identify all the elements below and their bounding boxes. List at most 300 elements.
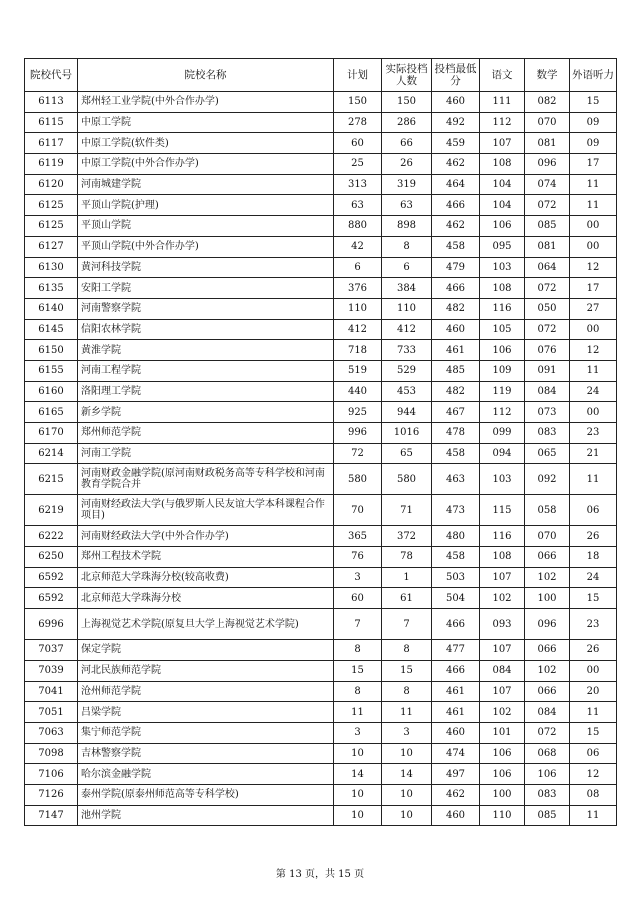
cell-chinese: 116	[480, 298, 525, 319]
cell-chinese: 110	[480, 805, 525, 826]
cell-math: 102	[525, 567, 570, 588]
cell-plan: 60	[334, 133, 382, 154]
cell-min-score: 482	[432, 298, 480, 319]
cell-school-name: 洛阳理工学院	[78, 381, 334, 402]
cell-math: 066	[525, 681, 570, 702]
cell-chinese: 095	[480, 236, 525, 257]
cell-listening: 09	[570, 133, 617, 154]
cell-school-name: 黄河科技学院	[78, 257, 334, 278]
cell-math: 084	[525, 381, 570, 402]
cell-math: 072	[525, 195, 570, 216]
cell-actual-count: 150	[382, 92, 432, 113]
cell-math: 085	[525, 216, 570, 237]
table-row	[25, 722, 617, 743]
cell-math: 106	[525, 764, 570, 785]
cell-min-score: 466	[432, 278, 480, 299]
cell-listening: 00	[570, 402, 617, 423]
cell-plan: 7	[334, 609, 382, 640]
cell-actual-count: 8	[382, 640, 432, 661]
cell-actual-count: 1016	[382, 423, 432, 444]
cell-code: 7147	[25, 805, 78, 826]
cell-math: 076	[525, 340, 570, 361]
cell-chinese: 100	[480, 784, 525, 805]
table-row	[25, 526, 617, 547]
cell-min-score: 492	[432, 112, 480, 133]
cell-code: 6140	[25, 298, 78, 319]
cell-school-name: 沧州师范学院	[78, 681, 334, 702]
cell-math: 066	[525, 640, 570, 661]
cell-plan: 15	[334, 660, 382, 681]
cell-plan: 996	[334, 423, 382, 444]
cell-actual-count: 71	[382, 495, 432, 526]
cell-code: 6113	[25, 92, 78, 113]
cell-min-score: 459	[432, 133, 480, 154]
cell-chinese: 105	[480, 319, 525, 340]
cell-listening: 12	[570, 257, 617, 278]
table-row	[25, 112, 617, 133]
cell-plan: 11	[334, 702, 382, 723]
cell-listening: 11	[570, 702, 617, 723]
cell-listening: 11	[570, 195, 617, 216]
header-actual-count: 实际投档人数	[382, 59, 432, 92]
cell-min-score: 463	[432, 464, 480, 495]
cell-plan: 150	[334, 92, 382, 113]
cell-plan: 10	[334, 743, 382, 764]
cell-min-score: 474	[432, 743, 480, 764]
cell-listening: 26	[570, 640, 617, 661]
cell-listening: 15	[570, 722, 617, 743]
cell-min-score: 504	[432, 588, 480, 609]
cell-actual-count: 10	[382, 784, 432, 805]
cell-chinese: 111	[480, 92, 525, 113]
table-row	[25, 195, 617, 216]
cell-math: 091	[525, 360, 570, 381]
table-row	[25, 340, 617, 361]
cell-chinese: 106	[480, 216, 525, 237]
cell-chinese: 102	[480, 702, 525, 723]
cell-school-name: 河南警察学院	[78, 298, 334, 319]
cell-chinese: 106	[480, 764, 525, 785]
cell-code: 6150	[25, 340, 78, 361]
cell-math: 084	[525, 702, 570, 723]
cell-actual-count: 944	[382, 402, 432, 423]
cell-plan: 25	[334, 154, 382, 175]
cell-actual-count: 3	[382, 722, 432, 743]
cell-listening: 26	[570, 526, 617, 547]
cell-listening: 23	[570, 609, 617, 640]
cell-school-name: 河南财政金融学院(原河南财政税务高等专科学校和河南教育学院合并	[78, 464, 334, 495]
cell-code: 6145	[25, 319, 78, 340]
cell-math: 068	[525, 743, 570, 764]
table-row	[25, 278, 617, 299]
cell-listening: 21	[570, 443, 617, 464]
cell-actual-count: 319	[382, 174, 432, 195]
cell-listening: 15	[570, 92, 617, 113]
cell-chinese: 103	[480, 257, 525, 278]
cell-school-name: 郑州轻工业学院(中外合作办学)	[78, 92, 334, 113]
table-row	[25, 423, 617, 444]
cell-chinese: 103	[480, 464, 525, 495]
cell-listening: 06	[570, 495, 617, 526]
cell-actual-count: 10	[382, 805, 432, 826]
cell-min-score: 479	[432, 257, 480, 278]
table-row	[25, 298, 617, 319]
cell-actual-count: 8	[382, 681, 432, 702]
cell-math: 082	[525, 92, 570, 113]
table-row	[25, 464, 617, 495]
cell-plan: 42	[334, 236, 382, 257]
cell-school-name: 北京师范大学珠海分校	[78, 588, 334, 609]
cell-plan: 14	[334, 764, 382, 785]
cell-school-name: 中原工学院(中外合作办学)	[78, 154, 334, 175]
cell-listening: 11	[570, 805, 617, 826]
cell-listening: 15	[570, 588, 617, 609]
cell-school-name: 河南工学院	[78, 443, 334, 464]
cell-actual-count: 898	[382, 216, 432, 237]
cell-chinese: 093	[480, 609, 525, 640]
cell-listening: 00	[570, 236, 617, 257]
cell-plan: 8	[334, 640, 382, 661]
cell-actual-count: 7	[382, 609, 432, 640]
header-listening: 外语听力	[570, 59, 617, 92]
cell-math: 074	[525, 174, 570, 195]
cell-min-score: 462	[432, 216, 480, 237]
cell-plan: 376	[334, 278, 382, 299]
cell-listening: 17	[570, 154, 617, 175]
cell-code: 6120	[25, 174, 78, 195]
cell-school-name: 中原工学院(软件类)	[78, 133, 334, 154]
table-row	[25, 588, 617, 609]
cell-school-name: 吉林警察学院	[78, 743, 334, 764]
cell-min-score: 464	[432, 174, 480, 195]
table-row	[25, 805, 617, 826]
cell-min-score: 461	[432, 702, 480, 723]
cell-math: 092	[525, 464, 570, 495]
cell-chinese: 106	[480, 743, 525, 764]
admission-score-table	[24, 58, 617, 826]
cell-actual-count: 110	[382, 298, 432, 319]
cell-actual-count: 61	[382, 588, 432, 609]
cell-chinese: 112	[480, 402, 525, 423]
cell-chinese: 115	[480, 495, 525, 526]
cell-code: 7039	[25, 660, 78, 681]
cell-code: 6115	[25, 112, 78, 133]
table-row	[25, 381, 617, 402]
cell-min-score: 460	[432, 319, 480, 340]
cell-min-score: 460	[432, 722, 480, 743]
cell-school-name: 信阳农林学院	[78, 319, 334, 340]
cell-school-name: 保定学院	[78, 640, 334, 661]
cell-chinese: 104	[480, 174, 525, 195]
cell-code: 6170	[25, 423, 78, 444]
cell-code: 6592	[25, 588, 78, 609]
table-row	[25, 660, 617, 681]
cell-code: 6996	[25, 609, 78, 640]
cell-code: 6222	[25, 526, 78, 547]
cell-code: 6130	[25, 257, 78, 278]
cell-chinese: 102	[480, 588, 525, 609]
cell-code: 6117	[25, 133, 78, 154]
cell-plan: 880	[334, 216, 382, 237]
cell-plan: 6	[334, 257, 382, 278]
table-row	[25, 360, 617, 381]
cell-plan: 313	[334, 174, 382, 195]
table-row	[25, 174, 617, 195]
cell-code: 7126	[25, 784, 78, 805]
cell-listening: 27	[570, 298, 617, 319]
cell-min-score: 466	[432, 609, 480, 640]
cell-school-name: 北京师范大学珠海分校(较高收费)	[78, 567, 334, 588]
cell-code: 6215	[25, 464, 78, 495]
cell-school-name: 河南财经政法大学(与俄罗斯人民友谊大学本科课程合作项目)	[78, 495, 334, 526]
cell-chinese: 109	[480, 360, 525, 381]
cell-school-name: 平顶山学院	[78, 216, 334, 237]
table-row	[25, 402, 617, 423]
cell-code: 7037	[25, 640, 78, 661]
cell-school-name: 平顶山学院(中外合作办学)	[78, 236, 334, 257]
cell-code: 7051	[25, 702, 78, 723]
cell-min-score: 460	[432, 92, 480, 113]
cell-math: 065	[525, 443, 570, 464]
table-row	[25, 609, 617, 640]
cell-min-score: 485	[432, 360, 480, 381]
cell-actual-count: 412	[382, 319, 432, 340]
cell-chinese: 104	[480, 195, 525, 216]
cell-math: 085	[525, 805, 570, 826]
cell-code: 7106	[25, 764, 78, 785]
cell-listening: 08	[570, 784, 617, 805]
cell-actual-count: 66	[382, 133, 432, 154]
cell-code: 6214	[25, 443, 78, 464]
cell-min-score: 458	[432, 236, 480, 257]
cell-school-name: 池州学院	[78, 805, 334, 826]
cell-math: 081	[525, 133, 570, 154]
cell-plan: 519	[334, 360, 382, 381]
cell-school-name: 新乡学院	[78, 402, 334, 423]
cell-chinese: 107	[480, 567, 525, 588]
cell-plan: 925	[334, 402, 382, 423]
cell-plan: 3	[334, 567, 382, 588]
cell-school-name: 郑州师范学院	[78, 423, 334, 444]
cell-chinese: 112	[480, 112, 525, 133]
cell-code: 6127	[25, 236, 78, 257]
table-row	[25, 319, 617, 340]
cell-min-score: 460	[432, 805, 480, 826]
cell-code: 7041	[25, 681, 78, 702]
cell-code: 6250	[25, 547, 78, 568]
table-row	[25, 216, 617, 237]
cell-code: 6135	[25, 278, 78, 299]
cell-school-name: 黄淮学院	[78, 340, 334, 361]
cell-min-score: 503	[432, 567, 480, 588]
cell-min-score: 478	[432, 423, 480, 444]
cell-code: 7063	[25, 722, 78, 743]
cell-min-score: 462	[432, 784, 480, 805]
cell-plan: 3	[334, 722, 382, 743]
table-row	[25, 640, 617, 661]
cell-chinese: 108	[480, 547, 525, 568]
header-math: 数学	[525, 59, 570, 92]
cell-math: 072	[525, 722, 570, 743]
cell-listening: 00	[570, 660, 617, 681]
cell-school-name: 哈尔滨金融学院	[78, 764, 334, 785]
table-row	[25, 681, 617, 702]
cell-school-name: 河南工程学院	[78, 360, 334, 381]
cell-math: 072	[525, 278, 570, 299]
cell-code: 6155	[25, 360, 78, 381]
cell-actual-count: 529	[382, 360, 432, 381]
cell-min-score: 497	[432, 764, 480, 785]
cell-actual-count: 26	[382, 154, 432, 175]
cell-chinese: 084	[480, 660, 525, 681]
cell-school-name: 中原工学院	[78, 112, 334, 133]
cell-school-name: 吕梁学院	[78, 702, 334, 723]
cell-min-score: 458	[432, 443, 480, 464]
cell-school-name: 平顶山学院(护理)	[78, 195, 334, 216]
cell-listening: 09	[570, 112, 617, 133]
cell-chinese: 101	[480, 722, 525, 743]
cell-plan: 76	[334, 547, 382, 568]
cell-school-name: 集宁师范学院	[78, 722, 334, 743]
cell-chinese: 108	[480, 154, 525, 175]
table-row	[25, 764, 617, 785]
cell-plan: 580	[334, 464, 382, 495]
cell-math: 096	[525, 154, 570, 175]
cell-plan: 60	[334, 588, 382, 609]
cell-actual-count: 453	[382, 381, 432, 402]
cell-actual-count: 11	[382, 702, 432, 723]
table-row	[25, 133, 617, 154]
cell-listening: 00	[570, 319, 617, 340]
cell-code: 6125	[25, 216, 78, 237]
cell-min-score: 477	[432, 640, 480, 661]
cell-plan: 10	[334, 784, 382, 805]
cell-min-score: 462	[432, 154, 480, 175]
table-row	[25, 784, 617, 805]
cell-math: 072	[525, 319, 570, 340]
table-body	[25, 92, 617, 826]
cell-plan: 72	[334, 443, 382, 464]
table-row	[25, 154, 617, 175]
cell-math: 050	[525, 298, 570, 319]
cell-code: 6119	[25, 154, 78, 175]
cell-listening: 12	[570, 340, 617, 361]
cell-min-score: 473	[432, 495, 480, 526]
cell-school-name: 安阳工学院	[78, 278, 334, 299]
cell-math: 058	[525, 495, 570, 526]
table-row	[25, 702, 617, 723]
cell-listening: 17	[570, 278, 617, 299]
cell-school-name: 泰州学院(原泰州师范高等专科学校)	[78, 784, 334, 805]
page-footer: 第 13 页，共 15 页	[275, 869, 365, 880]
table-header-row	[25, 59, 617, 92]
cell-actual-count: 1	[382, 567, 432, 588]
cell-actual-count: 78	[382, 547, 432, 568]
cell-code: 6160	[25, 381, 78, 402]
cell-math: 066	[525, 547, 570, 568]
cell-school-name: 河北民族师范学院	[78, 660, 334, 681]
cell-min-score: 482	[432, 381, 480, 402]
table-row	[25, 567, 617, 588]
cell-min-score: 461	[432, 340, 480, 361]
cell-plan: 440	[334, 381, 382, 402]
cell-actual-count: 65	[382, 443, 432, 464]
header-code: 院校代号	[25, 59, 78, 92]
cell-math: 070	[525, 526, 570, 547]
cell-plan: 110	[334, 298, 382, 319]
cell-listening: 11	[570, 174, 617, 195]
cell-min-score: 458	[432, 547, 480, 568]
cell-listening: 20	[570, 681, 617, 702]
admission-table-sheet	[24, 58, 617, 826]
table-row	[25, 443, 617, 464]
cell-actual-count: 580	[382, 464, 432, 495]
cell-actual-count: 63	[382, 195, 432, 216]
cell-plan: 8	[334, 681, 382, 702]
cell-actual-count: 733	[382, 340, 432, 361]
cell-math: 100	[525, 588, 570, 609]
cell-chinese: 119	[480, 381, 525, 402]
cell-min-score: 467	[432, 402, 480, 423]
cell-plan: 365	[334, 526, 382, 547]
cell-chinese: 116	[480, 526, 525, 547]
cell-listening: 24	[570, 381, 617, 402]
header-plan: 计划	[334, 59, 382, 92]
cell-plan: 718	[334, 340, 382, 361]
table-row	[25, 495, 617, 526]
cell-listening: 06	[570, 743, 617, 764]
cell-math: 083	[525, 784, 570, 805]
cell-code: 6592	[25, 567, 78, 588]
cell-actual-count: 372	[382, 526, 432, 547]
cell-chinese: 106	[480, 340, 525, 361]
cell-listening: 12	[570, 764, 617, 785]
cell-plan: 412	[334, 319, 382, 340]
cell-school-name: 河南财经政法大学(中外合作办学)	[78, 526, 334, 547]
cell-school-name: 上海视觉艺术学院(原复旦大学上海视觉艺术学院)	[78, 609, 334, 640]
table-row	[25, 743, 617, 764]
cell-plan: 70	[334, 495, 382, 526]
cell-school-name: 河南城建学院	[78, 174, 334, 195]
cell-math: 083	[525, 423, 570, 444]
cell-math: 096	[525, 609, 570, 640]
cell-chinese: 108	[480, 278, 525, 299]
cell-plan: 63	[334, 195, 382, 216]
table-row	[25, 236, 617, 257]
cell-chinese: 099	[480, 423, 525, 444]
table-row	[25, 92, 617, 113]
cell-listening: 18	[570, 547, 617, 568]
cell-listening: 24	[570, 567, 617, 588]
cell-math: 073	[525, 402, 570, 423]
table-row	[25, 257, 617, 278]
cell-plan: 278	[334, 112, 382, 133]
cell-math: 070	[525, 112, 570, 133]
cell-min-score: 466	[432, 195, 480, 216]
cell-actual-count: 6	[382, 257, 432, 278]
cell-actual-count: 15	[382, 660, 432, 681]
header-chinese: 语文	[480, 59, 525, 92]
cell-code: 6165	[25, 402, 78, 423]
cell-min-score: 466	[432, 660, 480, 681]
cell-actual-count: 286	[382, 112, 432, 133]
table-row	[25, 547, 617, 568]
cell-actual-count: 14	[382, 764, 432, 785]
cell-listening: 23	[570, 423, 617, 444]
cell-school-name: 郑州工程技术学院	[78, 547, 334, 568]
cell-code: 7098	[25, 743, 78, 764]
cell-min-score: 480	[432, 526, 480, 547]
